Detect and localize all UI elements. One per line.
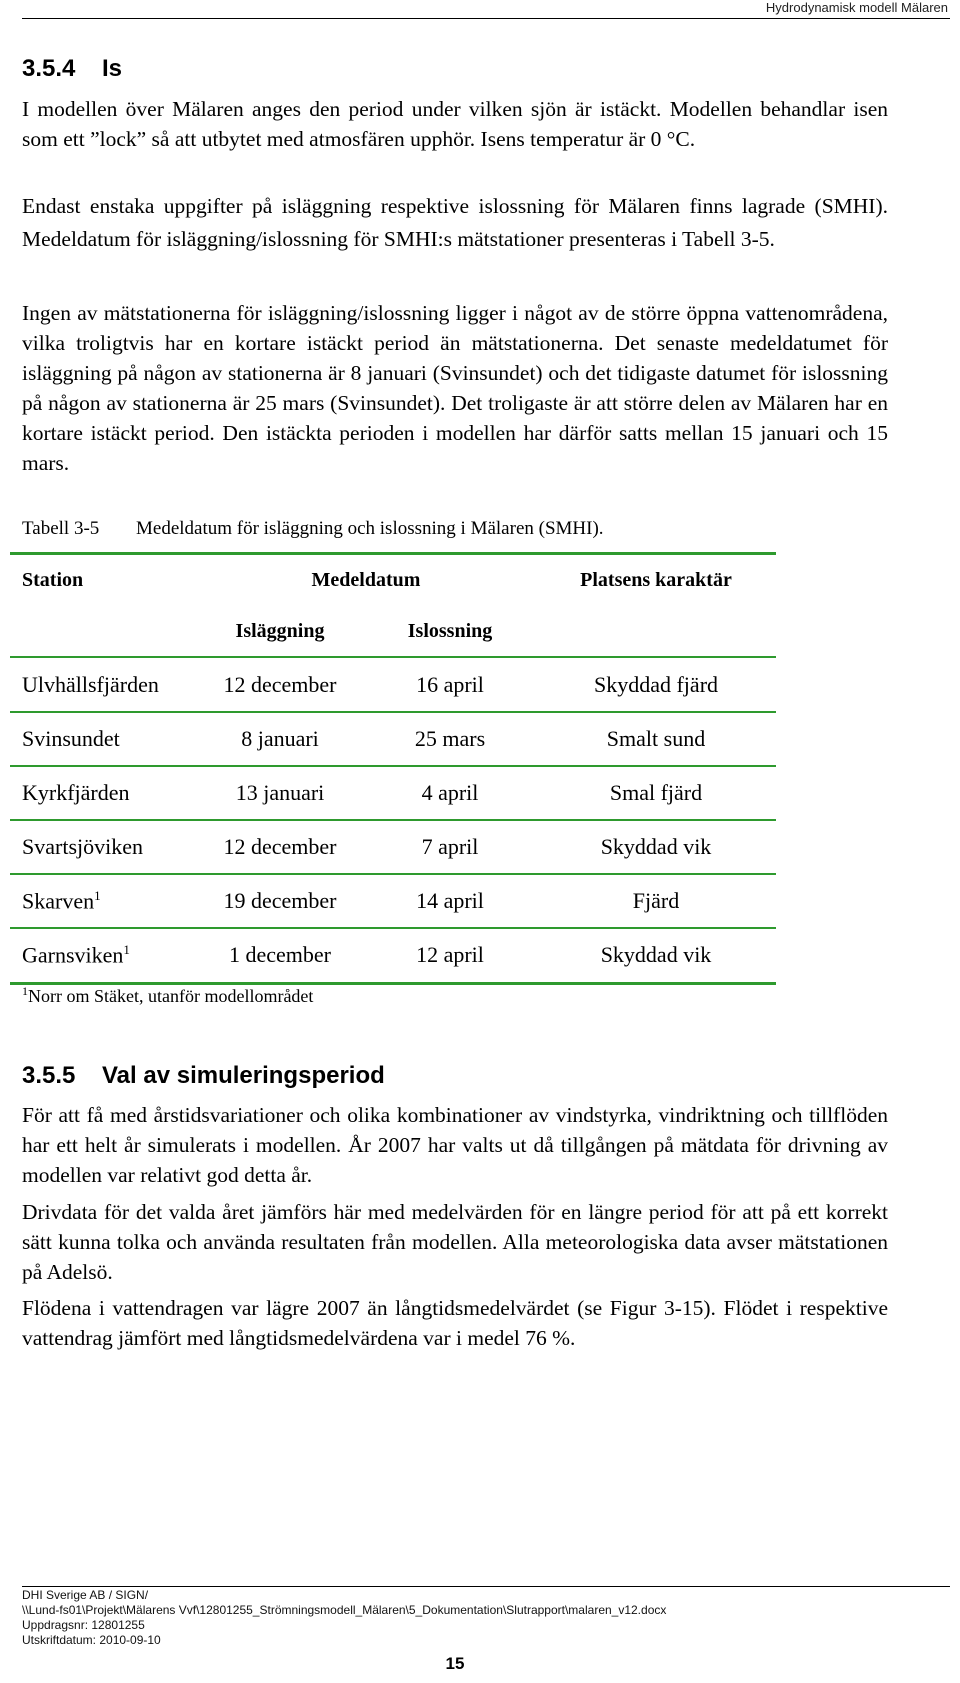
running-header: Hydrodynamisk modell Mälaren: [765, 0, 948, 15]
table-cell-karaktar: Fjärd: [632, 888, 680, 913]
station-name: Garnsviken: [22, 942, 124, 968]
footer-rule: [22, 1586, 950, 1587]
table-cell-station: [22, 942, 130, 968]
paragraph: För att få med årstidsvariationer och olika kombinationer av vindstyrka, vindriktning och tillflöden har ett helt år simulerats i modellen. År 2007 har valts ut då tillgången på mätdata för drivning av modellen var relativt god detta år.: [22, 1103, 888, 1187]
table-cell-karaktar: Smal fjärd: [609, 780, 703, 805]
paragraph: Ingen av mätstationerna för isläggning/islossning ligger i något av de större öppna vattenområdena, vilka troligtvis har en kortare istäckt period än mätstationerna. Det senaste medeldatumet för isläggning på någon av stationerna är 8 januari (Svinsundet) och det tidigaste datumet för islossning på någon av stationerna är 25 mars (Svinsundet). Det troligaste är att större delen av Mälaren har en kortare istäckt period. Den istäckta perioden i modellen har därför satts mellan 15 januari och 15 mars.: [22, 301, 888, 475]
footer-company: DHI Sverige AB / SIGN/: [22, 1588, 149, 1602]
header-rule: [22, 18, 950, 19]
paragraph: Drivdata för det valda året jämförs här med medelvärden för en längre period för att på ett korrekt sätt kunna tolka och använda resultaten från modellen. Alla meteorologiska data avser mätstationen på Adelsö.: [22, 1200, 888, 1284]
table-cell-islaggning: 19 december: [223, 888, 337, 913]
table-cell-karaktar: Skyddad vik: [600, 834, 712, 859]
section-heading-ice: [22, 55, 122, 83]
table-cell-islaggning: 13 januari: [235, 780, 325, 805]
table-cell-station: Ulvhällsfjärden: [22, 672, 159, 697]
footer-block: [22, 1588, 666, 1648]
table-rule-top: [10, 552, 776, 555]
table-cell-islossning: 4 april: [421, 780, 479, 805]
section-number: 3.5.5: [22, 1062, 76, 1089]
table-cell-station: Kyrkfjärden: [22, 780, 130, 805]
table-rule-header: [10, 656, 776, 658]
table-row-rule: [10, 873, 776, 875]
table-cell-karaktar: Smalt sund: [606, 726, 706, 751]
table-cell-islaggning: 12 december: [223, 834, 337, 859]
page-number: 15: [445, 1654, 465, 1673]
table-row-rule: [10, 819, 776, 821]
header-karaktar: Platsens karaktär: [580, 569, 732, 591]
section-number: 3.5.4: [22, 55, 76, 82]
footer-print-date: Utskriftdatum: 2010-09-10: [22, 1633, 161, 1647]
paragraph: I modellen över Mälaren anges den period under vilken sjön är istäckt. Modellen behandlar isen som ett ”lock” så att utbytet med atmosfären upphör. Isens temperatur är 0 °C.: [22, 97, 888, 151]
table-cell-islossning: 16 april: [416, 672, 484, 697]
footnote-text: Norr om Stäket, utanför modellområdet: [28, 986, 314, 1006]
header-islossning: Islossning: [407, 620, 493, 642]
paragraph: Flödena i vattendragen var lägre 2007 än långtidsmedelvärdet (se Figur 3-15). Flödet i respektive vattendrag jämfört med långtidsmedelvärdena var i medel 76 %.: [22, 1296, 888, 1350]
table-cell-station: Svartsjöviken: [22, 834, 143, 859]
table-cell-islaggning: 8 januari: [241, 726, 319, 751]
table-cell-islossning: 12 april: [416, 942, 484, 967]
header-station: Station: [22, 569, 84, 591]
table-cell-station: [22, 888, 101, 914]
footnote-marker: 1: [123, 942, 130, 957]
table-cell-islaggning: 1 december: [229, 942, 331, 967]
table-cell-karaktar: Skyddad vik: [600, 942, 712, 967]
paragraph: Endast enstaka uppgifter på isläggning respektive islossning för Mälaren finns lagrade (SMHI). Medeldatum för isläggning/islossning för SMHI:s mätstationer presenteras i Tabell 3-5.: [22, 194, 888, 251]
footer-path: \\Lund-fs01\Projekt\Mälarens Vvf\12801255_Strömningsmodell_Mälaren\5_Dokumentation\Slutrapport\malaren_v12.docx: [22, 1603, 667, 1617]
table-cell-karaktar: Skyddad fjärd: [593, 672, 719, 697]
table-cell-station: Svinsundet: [22, 726, 120, 751]
table-cell-islossning: 7 april: [421, 834, 479, 859]
section-heading-period: [22, 1062, 385, 1090]
table-footnote: [22, 984, 313, 1007]
section-title: Val av simuleringsperiod: [102, 1062, 385, 1089]
table-cell-islossning: 14 april: [416, 888, 484, 913]
table-row-rule: [10, 765, 776, 767]
footer-assignment: Uppdragsnr: 12801255: [22, 1618, 145, 1632]
table-label: Tabell 3-5: [22, 518, 100, 539]
table-cell-islossning: 25 mars: [414, 726, 486, 751]
table-row-rule: [10, 927, 776, 929]
section-title: Is: [102, 55, 123, 82]
header-medeldatum: Medeldatum: [311, 569, 421, 591]
station-name: Skarven: [22, 888, 95, 914]
footnote-mark: 1: [22, 984, 28, 998]
table-cell-islaggning: 12 december: [223, 672, 337, 697]
header-islaggning: Isläggning: [235, 620, 325, 642]
table-caption: Medeldatum för isläggning och islossning i Mälaren (SMHI).: [136, 518, 604, 539]
footnote-marker: 1: [94, 888, 101, 903]
table-row-rule: [10, 711, 776, 713]
